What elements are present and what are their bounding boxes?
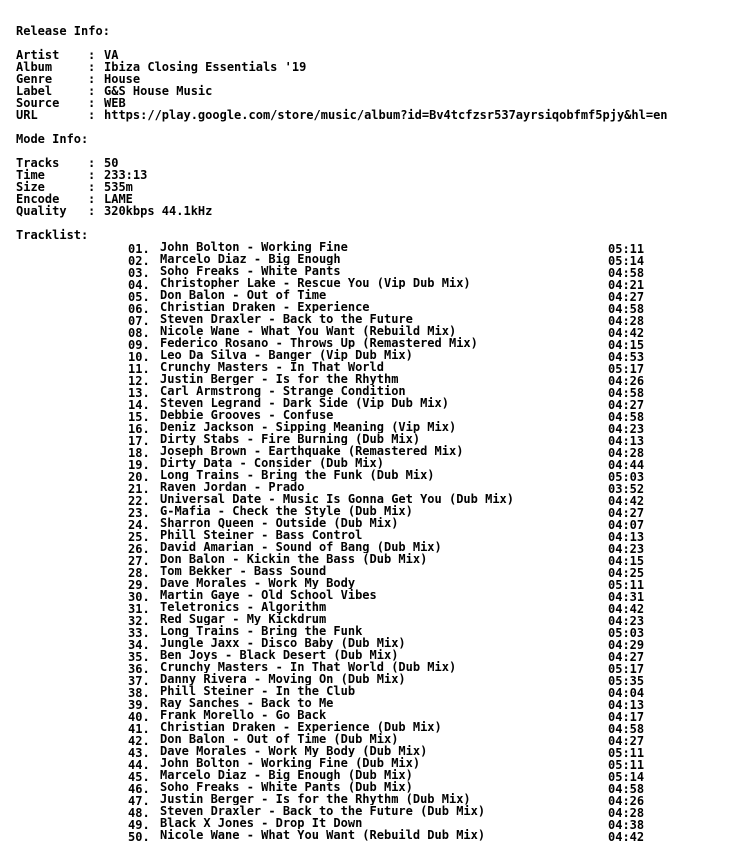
track-title: Steven Legrand - Dark Side (Vip Dub Mix) [160,397,449,409]
track-title: David Amarian - Sound of Bang (Dub Mix) [160,541,442,553]
track-duration: 05:17 [608,362,645,376]
track-row [128,385,656,400]
release-field-key: Artist [16,48,60,62]
track-row [128,241,656,256]
track-title: Justin Berger - Is for the Rhythm [160,373,399,385]
track-title: Dave Morales - Work My Body (Dub Mix) [160,745,428,757]
track-duration: 04:25 [608,566,645,580]
track-number: 10. [128,350,150,364]
mode-field-key: Tracks [16,156,60,170]
separator: : [88,168,96,182]
track-number: 06. [128,302,150,316]
separator: : [88,72,96,86]
track-duration: 04:29 [608,638,645,652]
track-title: Don Balon - Out of Time (Dub Mix) [160,733,399,745]
track-duration: 05:03 [608,470,645,484]
track-row [128,493,656,508]
track-duration: 04:04 [608,686,645,700]
track-title: Marcelo Diaz - Big Enough (Dub Mix) [160,769,413,781]
track-number: 14. [128,398,150,412]
track-duration: 05:35 [608,674,645,688]
track-number: 46. [128,782,150,796]
track-row [128,337,656,352]
track-row [128,373,656,388]
track-row [128,253,656,268]
track-title: Nicole Wane - What You Want (Rebuild Dub Mix) [160,829,486,841]
track-title: Crunchy Masters - In That World (Dub Mix) [160,661,457,673]
track-number: 13. [128,386,150,400]
track-duration: 05:11 [608,746,645,760]
release-field-key: URL [16,108,38,122]
mode-field-key: Time [16,168,45,182]
track-row [128,709,656,724]
track-title: Steven Draxler - Back to the Future (Dub Mix) [160,805,486,817]
track-row [128,457,656,472]
track-duration: 04:28 [608,806,645,820]
track-number: 33. [128,626,150,640]
track-duration: 05:11 [608,242,645,256]
track-number: 05. [128,290,150,304]
track-row [128,793,656,808]
track-title: Federico Rosano - Throws Up (Remastered Mix) [160,337,478,349]
track-number: 19. [128,458,150,472]
track-number: 37. [128,674,150,688]
track-row [128,625,656,640]
track-title: Frank Morello - Go Back [160,709,327,721]
track-duration: 04:21 [608,278,645,292]
track-duration: 04:27 [608,290,645,304]
track-duration: 04:27 [608,506,645,520]
track-title: Dirty Data - Consider (Dub Mix) [160,457,384,469]
track-number: 24. [128,518,150,532]
track-row [128,529,656,544]
track-duration: 04:44 [608,458,645,472]
track-title: Sharron Queen - Outside (Dub Mix) [160,517,399,529]
track-row [128,829,656,844]
track-title: Dave Morales - Work My Body [160,577,356,589]
track-duration: 04:58 [608,386,645,400]
release-field-key: Album [16,60,53,74]
track-number: 22. [128,494,150,508]
track-duration: 04:28 [608,446,645,460]
track-number: 11. [128,362,150,376]
track-number: 20. [128,470,150,484]
track-number: 02. [128,254,150,268]
track-title: Steven Draxler - Back to the Future [160,313,413,325]
track-number: 04. [128,278,150,292]
track-duration: 04:58 [608,410,645,424]
track-number: 23. [128,506,150,520]
track-title: Don Balon - Kickin the Bass (Dub Mix) [160,553,428,565]
track-title: Phill Steiner - Bass Control [160,529,363,541]
track-number: 49. [128,818,150,832]
mode-field-value: 535m [104,180,133,194]
track-row [128,361,656,376]
track-row [128,313,656,328]
track-number: 07. [128,314,150,328]
track-number: 30. [128,590,150,604]
track-duration: 04:13 [608,434,645,448]
track-row [128,697,656,712]
track-number: 39. [128,698,150,712]
track-row [128,565,656,580]
track-number: 44. [128,758,150,772]
mode-field-key: Size [16,180,45,194]
track-row [128,277,656,292]
track-row [128,661,656,676]
track-number: 31. [128,602,150,616]
track-title: Jungle Jaxx - Disco Baby (Dub Mix) [160,637,406,649]
track-number: 28. [128,566,150,580]
separator: : [88,180,96,194]
track-row [128,817,656,832]
track-title: Crunchy Masters - In That World [160,361,384,373]
track-row [128,481,656,496]
track-number: 16. [128,422,150,436]
track-title: Justin Berger - Is for the Rhythm (Dub Mix) [160,793,471,805]
track-duration: 04:42 [608,602,645,616]
track-title: Debbie Grooves - Confuse [160,409,334,421]
track-duration: 04:28 [608,314,645,328]
track-duration: 04:07 [608,518,645,532]
track-row [128,805,656,820]
track-title: Tom Bekker - Bass Sound [160,565,327,577]
track-number: 40. [128,710,150,724]
tracklist-heading: Tracklist: [16,228,89,242]
track-duration: 03:52 [608,482,645,496]
release-field-key: Source [16,96,60,110]
track-duration: 04:58 [608,302,645,316]
track-number: 09. [128,338,150,352]
track-row [128,445,656,460]
track-row [128,421,656,436]
track-title: Universal Date - Music Is Gonna Get You (Dub Mix) [160,493,515,505]
track-row [128,745,656,760]
track-duration: 04:23 [608,422,645,436]
separator: : [88,204,96,218]
track-number: 42. [128,734,150,748]
track-duration: 04:38 [608,818,645,832]
track-title: Teletronics - Algorithm [160,601,327,613]
track-number: 25. [128,530,150,544]
release-field-value: WEB [104,96,126,110]
mode-field-row [16,205,212,217]
mode-field-value: 233:13 [104,168,148,182]
track-title: Raven Jordan - Prado [160,481,305,493]
track-duration: 05:11 [608,578,645,592]
track-number: 17. [128,434,150,448]
track-row [128,613,656,628]
track-title: Nicole Wane - What You Want (Rebuild Mix) [160,325,457,337]
track-duration: 04:58 [608,722,645,736]
track-title: Marcelo Diaz - Big Enough [160,253,341,265]
track-title: Don Balon - Out of Time [160,289,327,301]
track-duration: 04:42 [608,326,645,340]
mode-info-heading: Mode Info: [16,132,89,146]
track-title: John Bolton - Working Fine (Dub Mix) [160,757,421,769]
release-field-row [16,109,668,121]
track-duration: 05:11 [608,758,645,772]
track-title: Carl Armstrong - Strange Condition [160,385,406,397]
track-duration: 04:27 [608,650,645,664]
track-number: 12. [128,374,150,388]
track-row [128,685,656,700]
track-number: 03. [128,266,150,280]
track-title: Joseph Brown - Earthquake (Remastered Mix) [160,445,464,457]
track-number: 36. [128,662,150,676]
track-duration: 04:53 [608,350,645,364]
track-duration: 05:17 [608,662,645,676]
track-number: 48. [128,806,150,820]
track-title: Christopher Lake - Rescue You (Vip Dub Mix) [160,277,471,289]
track-row [128,301,656,316]
track-number: 34. [128,638,150,652]
track-duration: 04:13 [608,530,645,544]
track-duration: 04:42 [608,830,645,844]
track-number: 50. [128,830,150,844]
release-field-key: Genre [16,72,53,86]
track-title: G-Mafia - Check the Style (Dub Mix) [160,505,413,517]
track-title: Ray Sanches - Back to Me [160,697,334,709]
track-row [128,433,656,448]
track-number: 29. [128,578,150,592]
separator: : [88,60,96,74]
track-row [128,469,656,484]
track-row [128,769,656,784]
track-title: Long Trains - Bring the Funk [160,625,363,637]
track-row [128,649,656,664]
track-number: 21. [128,482,150,496]
track-duration: 04:27 [608,734,645,748]
separator: : [88,96,96,110]
track-duration: 04:58 [608,782,645,796]
track-duration: 04:13 [608,698,645,712]
release-field-value: Ibiza Closing Essentials '19 [104,60,307,74]
track-row [128,553,656,568]
track-title: Deniz Jackson - Sipping Meaning (Vip Mix) [160,421,457,433]
track-row [128,577,656,592]
track-row [128,349,656,364]
track-row [128,757,656,772]
track-row [128,601,656,616]
track-title: Christian Draken - Experience [160,301,370,313]
track-number: 26. [128,542,150,556]
track-title: Red Sugar - My Kickdrum [160,613,327,625]
separator: : [88,84,96,98]
track-row [128,589,656,604]
track-number: 01. [128,242,150,256]
release-field-value: https://play.google.com/store/music/album?id=Bv4tcfzsr537ayrsiqobfmf5pjy&hl=en [104,108,668,122]
track-row [128,517,656,532]
separator: : [88,48,96,62]
mode-field-value: LAME [104,192,133,206]
track-title: Ben Joys - Black Desert (Dub Mix) [160,649,399,661]
release-field-row [16,61,306,73]
release-field-value: G&S House Music [104,84,213,98]
track-number: 45. [128,770,150,784]
track-number: 35. [128,650,150,664]
track-number: 15. [128,410,150,424]
track-duration: 04:23 [608,542,645,556]
track-number: 43. [128,746,150,760]
track-number: 08. [128,326,150,340]
track-number: 38. [128,686,150,700]
track-row [128,505,656,520]
track-duration: 04:23 [608,614,645,628]
release-info-heading: Release Info: [16,24,110,38]
track-duration: 04:26 [608,374,645,388]
track-row [128,541,656,556]
track-duration: 04:58 [608,266,645,280]
track-number: 18. [128,446,150,460]
mode-field-key: Encode [16,192,60,206]
track-title: Danny Rivera - Moving On (Dub Mix) [160,673,406,685]
mode-field-value: 320kbps 44.1kHz [104,204,213,218]
track-row [128,325,656,340]
track-row [128,409,656,424]
track-row [128,265,656,280]
track-number: 47. [128,794,150,808]
track-duration: 04:31 [608,590,645,604]
track-title: Dirty Stabs - Fire Burning (Dub Mix) [160,433,421,445]
track-title: Christian Draken - Experience (Dub Mix) [160,721,442,733]
track-title: John Bolton - Working Fine [160,241,348,253]
track-row [128,637,656,652]
track-title: Long Trains - Bring the Funk (Dub Mix) [160,469,435,481]
track-duration: 04:26 [608,794,645,808]
release-field-key: Label [16,84,53,98]
track-duration: 05:14 [608,254,645,268]
track-row [128,397,656,412]
track-row [128,289,656,304]
track-duration: 05:14 [608,770,645,784]
track-number: 27. [128,554,150,568]
track-duration: 04:27 [608,398,645,412]
track-title: Soho Freaks - White Pants [160,265,341,277]
release-field-value: House [104,72,141,86]
track-title: Phill Steiner - In the Club [160,685,356,697]
release-field-value: VA [104,48,119,62]
track-row [128,733,656,748]
separator: : [88,108,96,122]
separator: : [88,156,96,170]
track-duration: 04:42 [608,494,645,508]
track-duration: 05:03 [608,626,645,640]
track-duration: 04:15 [608,554,645,568]
track-duration: 04:17 [608,710,645,724]
separator: : [88,192,96,206]
mode-field-key: Quality [16,204,67,218]
track-number: 41. [128,722,150,736]
mode-field-value: 50 [104,156,119,170]
track-title: Black X Jones - Drop It Down [160,817,363,829]
track-duration: 04:15 [608,338,645,352]
track-title: Leo Da Silva - Banger (Vip Dub Mix) [160,349,413,361]
track-row [128,781,656,796]
track-row [128,721,656,736]
track-row [128,673,656,688]
track-title: Soho Freaks - White Pants (Dub Mix) [160,781,413,793]
track-title: Martin Gaye - Old School Vibes [160,589,377,601]
track-number: 32. [128,614,150,628]
